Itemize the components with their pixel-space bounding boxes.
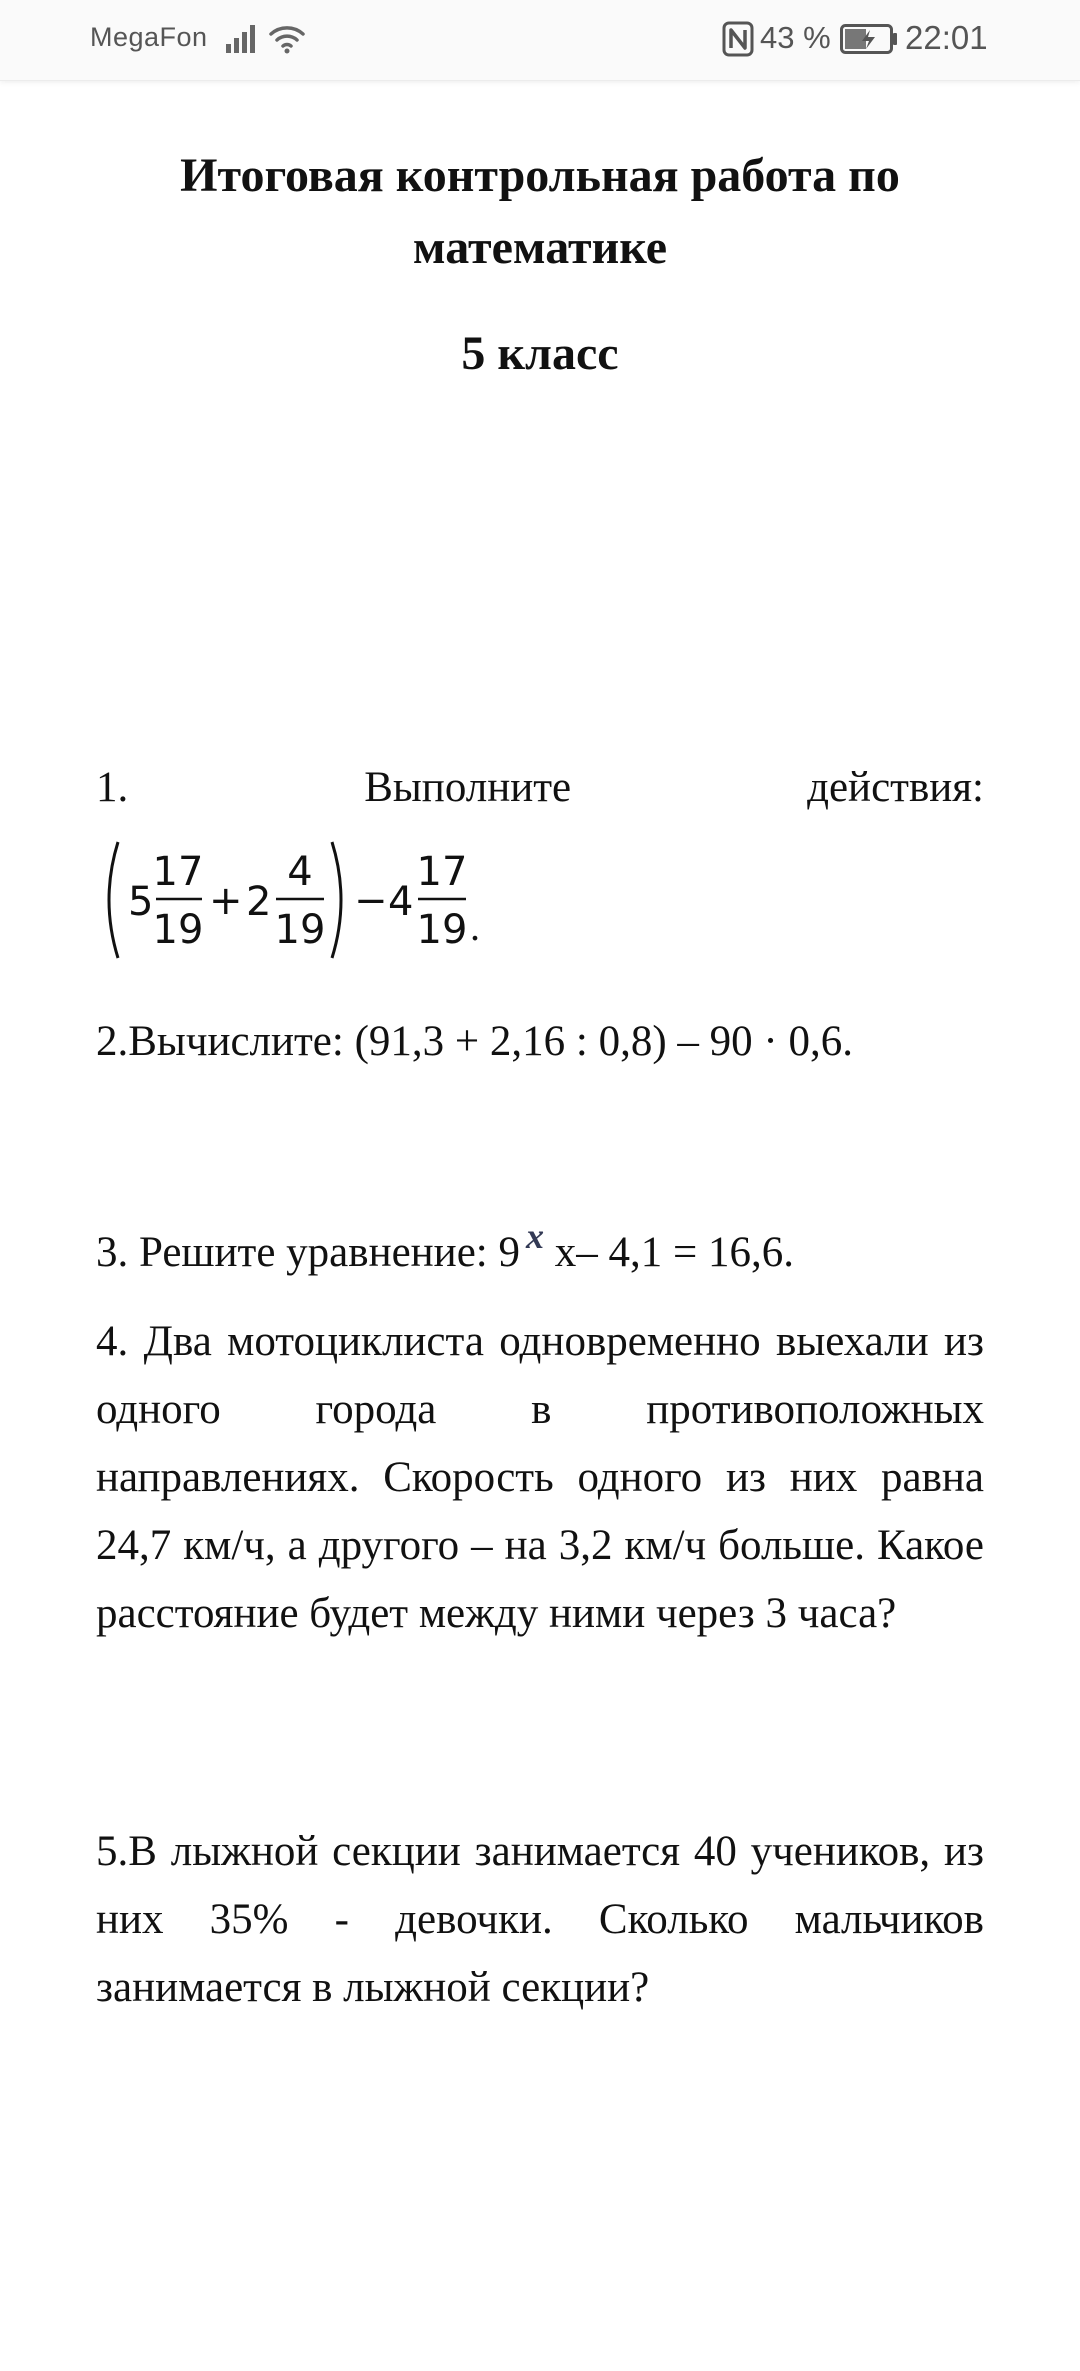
problem-3-prefix: 3. Решите уравнение: 9 [96, 1229, 520, 1276]
problem-3 [96, 1202, 984, 1287]
formula-right-paren [332, 842, 341, 958]
wifi-icon [268, 22, 306, 56]
formula-plus: + [209, 878, 243, 924]
problem-1-heading [96, 754, 984, 822]
problem-1-formula [96, 830, 516, 970]
term-2-whole: 2 [246, 879, 272, 925]
problem-3-suffix: x– 4,1 = 16,6. [543, 1229, 794, 1276]
battery-charging-icon [840, 24, 898, 54]
term-3-denominator: 19 [416, 907, 468, 953]
nfc-icon [722, 21, 754, 57]
clock: 22:01 [905, 19, 988, 56]
term-1-numerator: 17 [152, 849, 204, 895]
term-2-denominator: 19 [274, 907, 326, 953]
problem-4: 4. Два мотоциклиста одновременно выехали из одного города в противоположных направлениях. Скорость одного из них равна 24,7 км/ч, а другого – на 3,2 км/ч больше. Какое расстояние будет между ними через 3 часа? [96, 1318, 984, 1637]
problem-1-word-1: Выполните [364, 764, 572, 811]
term-1-denominator: 19 [152, 907, 204, 953]
grade-label: 5 класс [461, 327, 619, 380]
problem-1-word-2: действия: [807, 764, 984, 811]
formula-left-paren [109, 842, 118, 958]
signal-icon [225, 22, 259, 54]
variable-x-image: x [525, 1216, 544, 1256]
problem-1-number: 1. [96, 764, 129, 811]
term-3-whole: 4 [388, 879, 414, 925]
formula-period: . [470, 904, 480, 949]
title-line-2: математике [412, 221, 668, 274]
formula-minus: − [354, 878, 388, 924]
term-1-whole: 5 [128, 879, 154, 925]
status-bar [0, 0, 1080, 81]
carrier-name: MegaFon [90, 22, 208, 52]
problem-5: 5.В лыжной секции занимается 40 учеников, из них 35% - девочки. Сколько мальчиков занимается в лыжной секции? [96, 1828, 984, 2011]
problem-2: 2.Вычислите: (91,3 + 2,16 : 0,8) – 90 · 0,6. [96, 1018, 853, 1065]
title-line-1: Итоговая контрольная работа по [180, 149, 900, 202]
term-3-numerator: 17 [416, 849, 468, 895]
term-2-numerator: 4 [287, 849, 313, 895]
document-title [0, 140, 1080, 284]
battery-percent: 43 % [760, 20, 831, 55]
